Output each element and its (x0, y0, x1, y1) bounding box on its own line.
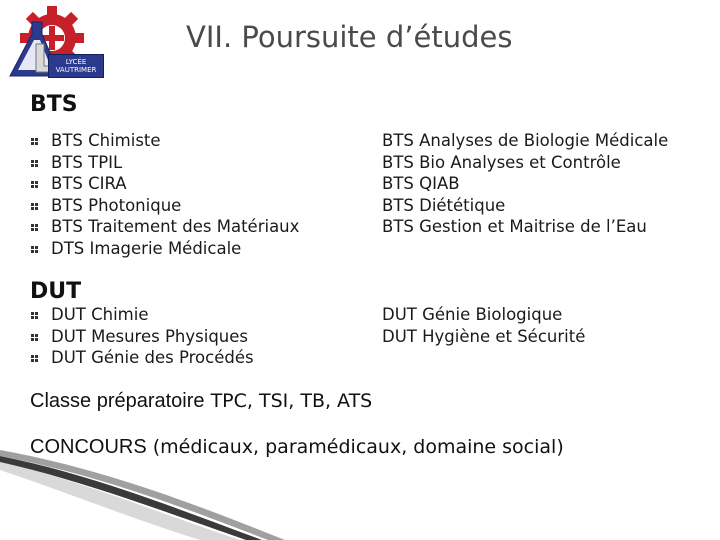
list-item (31, 130, 299, 152)
prepa-text: TPC, TSI, TB, ATS (210, 390, 373, 412)
school-logo (2, 4, 110, 80)
bullet-icon (31, 137, 39, 145)
list-item: BTS Analyses de Biologie Médicale (382, 131, 669, 150)
list-item: DUT Génie Biologique (382, 305, 563, 324)
list-item: BTS QIAB (382, 174, 460, 193)
bts-left-list (31, 130, 299, 259)
bullet-icon (31, 202, 39, 210)
dut-right-list (382, 304, 585, 347)
dut-heading: DUT (30, 279, 82, 304)
list-item (31, 152, 299, 174)
list-item (31, 173, 299, 195)
logo-text-line1: LYCÉE (65, 58, 87, 66)
bts-heading: BTS (30, 92, 78, 117)
bullet-icon (31, 354, 39, 362)
bullet-icon (31, 180, 39, 188)
dut-left-list (31, 304, 254, 369)
bts-right-list (382, 130, 668, 238)
bullet-icon (31, 333, 39, 341)
list-item-label: BTS TPIL (51, 152, 123, 172)
list-item-label: DUT Mesures Physiques (51, 326, 248, 346)
logo-badge (48, 54, 104, 78)
list-item (31, 326, 254, 348)
bullet-icon (31, 223, 39, 231)
prepa-line (30, 390, 372, 413)
page-title: VII. Poursuite d’études (186, 20, 513, 54)
decorative-swoosh (0, 440, 720, 540)
logo-text-line2: VAUTRIMER (55, 66, 97, 74)
list-item: BTS Gestion et Maitrise de l’Eau (382, 217, 647, 236)
prepa-label: Classe préparatoire (30, 390, 205, 412)
list-item: DUT Hygiène et Sécurité (382, 326, 586, 346)
list-item (31, 238, 299, 260)
list-item-label: DUT Génie des Procédés (51, 348, 254, 367)
bullet-icon (31, 159, 39, 167)
list-item-label: DUT Chimie (51, 305, 149, 324)
bullet-icon (31, 245, 39, 253)
list-item-label: BTS CIRA (51, 174, 127, 193)
list-item-label: DTS Imagerie Médicale (51, 238, 242, 258)
list-item-label: BTS Photonique (51, 195, 182, 215)
list-item: BTS Diététique (382, 195, 506, 215)
concours-label: CONCOURS (30, 436, 147, 458)
list-item (31, 347, 254, 369)
list-item-label: BTS Traitement des Matériaux (51, 217, 300, 236)
list-item (31, 216, 299, 238)
list-item: BTS Bio Analyses et Contrôle (382, 152, 621, 172)
list-item (31, 304, 254, 326)
bullet-icon (31, 311, 39, 319)
list-item (31, 195, 299, 217)
concours-text: (médicaux, paramédicaux, domaine social) (152, 436, 564, 458)
list-item-label: BTS Chimiste (51, 131, 161, 150)
